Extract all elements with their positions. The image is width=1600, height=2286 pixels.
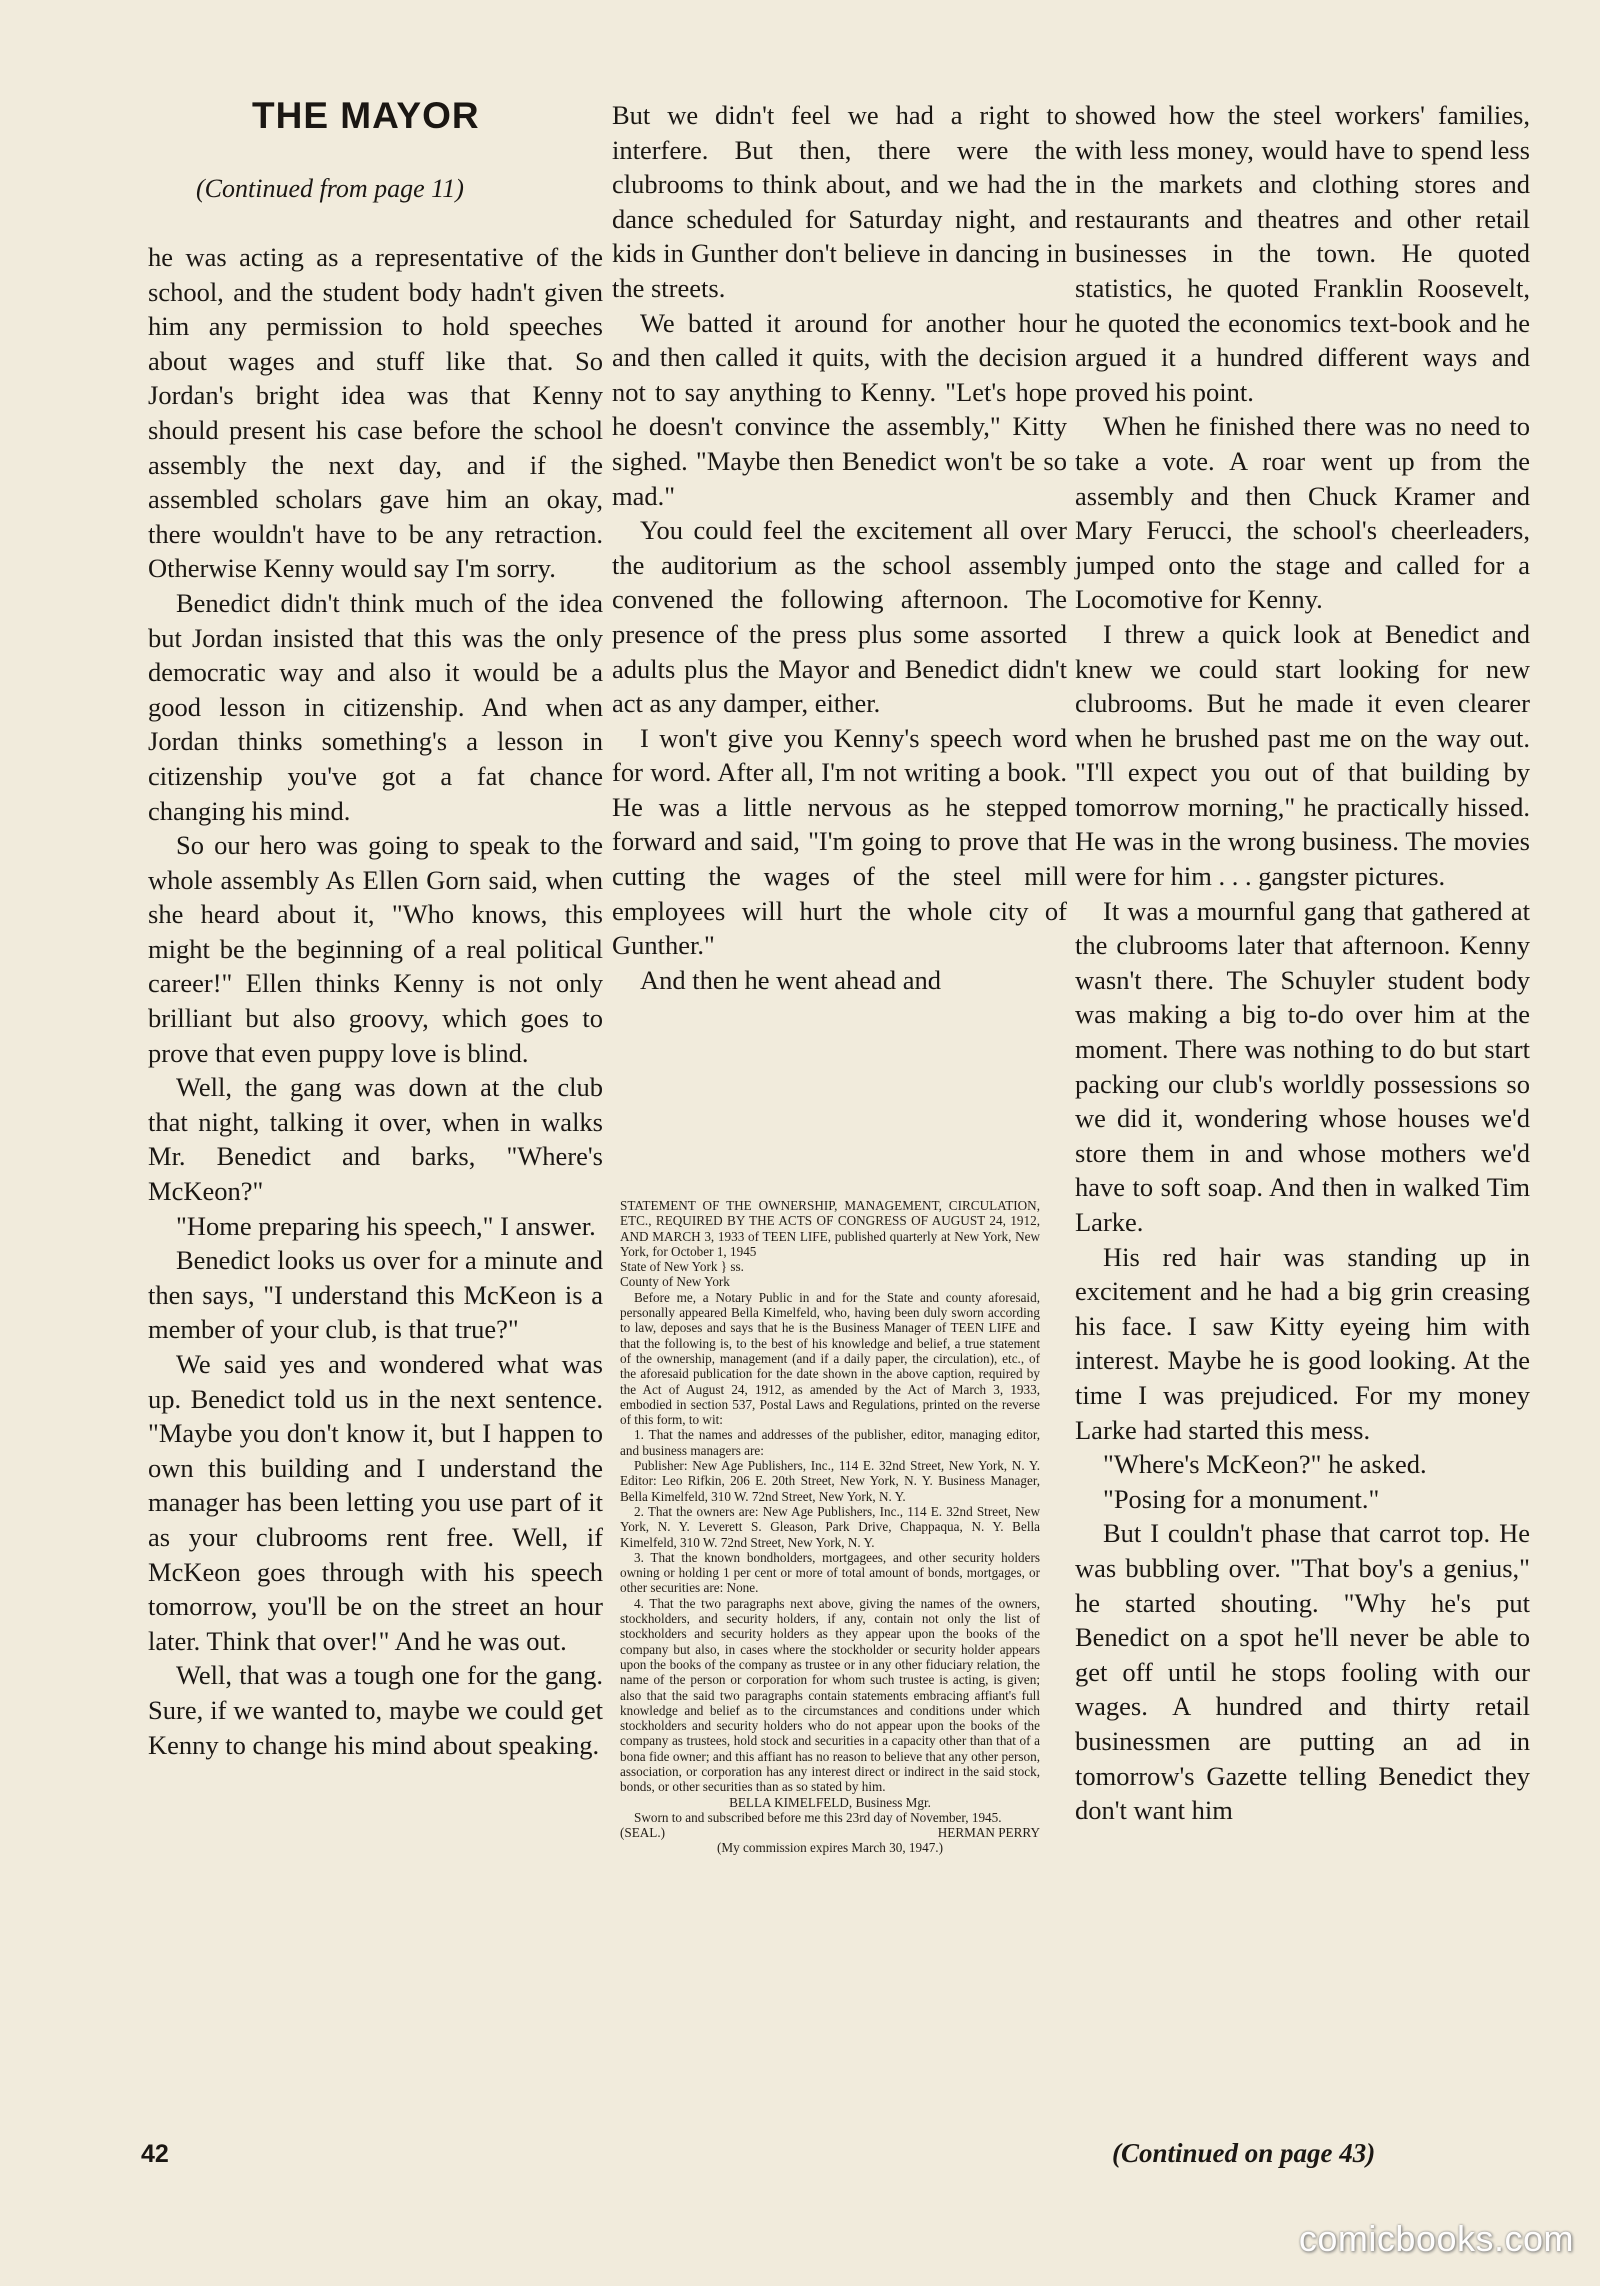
statement-commission: (My commission expires March 30, 1947.) [717,1840,943,1856]
statement-seal: (SEAL.) [620,1825,666,1841]
paragraph: Well, the gang was down at the club that night, talking it over, when in walks Mr. Benedict and barks, "Where's McKeon?" [148,1072,603,1207]
text-column-2 [612,98,1067,997]
continued-on-note: (Continued on page 43) [1112,2138,1376,2168]
paragraph: We said yes and wondered what was up. Benedict told us in the next sentence. "Maybe you don't know it, but I happen to own this building and I understand the manager has been letting you use part of it as your clubrooms rent free. Well, if McKeon goes through with his speech tomorrow, you'll be on the street an hour later. Think that over!" And he was out. [148,1349,603,1656]
text-column-1 [148,240,603,1762]
statement-item: 3. That the known bondholders, mortgagees, and other security holders owning or holding 1 per cent or more of total amount of bonds, mortgages, or other securities are: None. [620,1549,1040,1596]
paragraph: But we didn't feel we had a right to interfere. But then, there were the clubrooms to think about, and we had the dance scheduled for Saturday night, and kids in Gunther don't believe in dancing in the streets. [612,100,1067,303]
statement-venue-county: County of New York [620,1274,730,1290]
paragraph: showed how the steel workers' families, with less money, would have to spend less in the markets and clothing stores and restaurants and theatres and other retail businesses in the town. He quoted statistics, he quoted Franklin Roosevelt, he quoted the economics text-book and he argued it a hundred different ways and proved his point. [1075,100,1530,407]
paragraph: But I couldn't phase that carrot top. He was bubbling over. "That boy's a genius," he started shouting. "Why he's put Benedict on a spot he'll never be able to get off until he stops fooling with our wages. A hundred and thirty retail businessmen are putting an ad in tomorrow's Gazette telling Benedict they don't want him [1075,1518,1530,1826]
paragraph: "Where's McKeon?" he asked. [1103,1449,1427,1480]
paragraph: I won't give you Kenny's speech word for word. After all, I'm not writing a book. He was a little nervous as he stepped forward and said, "I'm going to prove that cutting the wages of the steel mill employees will hurt the whole city of Gunther." [612,722,1067,961]
paragraph: His red hair was standing up in excitement and he had a big grin creasing his face. I saw Kitty eyeing him with interest. Maybe he is good looking. At the time I was prejudiced. For my money Larke had started this mess. [1075,1241,1530,1445]
statement-signature: BELLA KIMELFELD, Business Mgr. [729,1794,931,1810]
statement-notary: HERMAN PERRY [937,1825,1040,1841]
statement-heading: STATEMENT OF THE OWNERSHIP, MANAGEMENT, CIRCULATION, ETC., REQUIRED BY THE ACTS OF CONGRESS OF AUGUST 24, 1912, AND MARCH 3, 1933 of TEEN LIFE, published quarterly at New York, New York, for October 1, 1945 [620,1198,1040,1259]
page-number: 42 [141,2140,169,2168]
paragraph: Well, that was a tough one for the gang. Sure, if we wanted to, maybe we could get Kenny to change his mind about speaking. [148,1660,603,1760]
statement-body: Before me, a Notary Public in and for the State and county aforesaid, personally appeared Bella Kimelfeld, who, having been duly sworn according to law, deposes and says that he is the Business Manager of TEEN LIFE and that the following is, to the best of his knowledge and belief, a true statement of the ownership, management (and if a daily paper, the circulation), etc., of the aforesaid publication for the date shown in the above caption, required by the Act of August 24, 1912, as amended by the Act of March 3, 1933, embodied in section 537, Postal Laws and Regulations, printed on the reverse of this form, to wit: [620,1289,1040,1428]
paragraph: So our hero was going to speak to the whole assembly As Ellen Gorn said, when she heard about it, "Who knows, this might be the beginning of a real political career!" Ellen thinks Kenny is not only brilliant but also groovy, which goes to prove that even puppy love is blind. [148,830,603,1068]
site-watermark: comicbooks.com [1298,2218,1574,2259]
statement-sworn: Sworn to and subscribed before me this 23rd day of November, 1945. [634,1809,1002,1825]
statement-item: 4. That the two paragraphs next above, giving the names of the owners, stockholders, and security holders, if any, contain not only the list of stockholders and security holders as they appear upon the books of the company but also, in cases where the stockholder or security holder appears upon the books of the company as trustee or in any other fiduciary relation, the name of the person or corporation for whom such trustee is acting, is given; also that the said two paragraphs contain statements embracing affiant's full knowledge and belief as to the circumstances and conditions under which stockholders and security holders who do not appear upon the books of the company as trustees, hold stock and securities in a capacity other than that of a bona fide owner; and this affiant has no reason to believe that any other person, association, or corporation has any interest direct or indirect in the said stock, bonds, or other securities than as so stated by him. [620,1595,1040,1795]
paragraph: When he finished there was no need to take a vote. A roar went up from the assembly and then Chuck Kramer and Mary Ferucci, the school's cheerleaders, jumped onto the stage and called for a Locomotive for Kenny. [1075,411,1530,615]
paragraph: Benedict looks us over for a minute and then says, "I understand this McKeon is a member of your club, is that true?" [148,1245,603,1345]
text-column-3 [1075,98,1530,1828]
ownership-statement [620,1198,1040,1856]
statement-item: 1. That the names and addresses of the publisher, editor, managing editor, and business managers are: [620,1427,1040,1458]
statement-venue-state: State of New York } ss. [620,1259,744,1275]
paragraph: And then he went ahead and [640,964,941,995]
story-title: THE MAYOR [252,95,480,136]
statement-item: Publisher: New Age Publishers, Inc., 114 E. 32nd Street, New York, N. Y. Editor: Leo Rifkin, 206 E. 20th Street, New York, N. Y. Business Manager, Bella Kimelfeld, 310 W. 72nd Street, New York, N. Y. [620,1458,1040,1504]
continued-from-note: (Continued from page 11) [196,174,464,203]
paragraph: We batted it around for another hour and then called it quits, with the decision not to say anything to Kenny. "Let's hope he doesn't convince the assembly," Kitty sighed. "Maybe then Benedict won't be so mad." [612,307,1067,511]
paragraph: "Posing for a monument." [1103,1483,1380,1514]
paragraph: he was acting as a representative of the school, and the student body hadn't given him any permission to hold speeches about wages and stuff like that. So Jordan's bright idea was that Kenny should present his case before the school assembly the next day, and if the assembled scholars gave him an okay, there wouldn't have to be any retraction. Otherwise Kenny would say I'm sorry. [148,242,603,584]
statement-item: 2. That the owners are: New Age Publishers, Inc., 114 E. 32nd Street, New York, N. Y. Leverett S. Gleason, Park Drive, Chappaqua, N. Y. Bella Kimelfeld, 310 W. 72nd Street, New York, N. Y. [620,1503,1040,1550]
statement-seal-line [620,1825,1040,1840]
paragraph: "Home preparing his speech," I answer. [176,1210,596,1241]
paragraph: You could feel the excitement all over the auditorium as the school assembly convened the following afternoon. The presence of the press plus some assorted adults plus the Mayor and Benedict didn't act as any damper, either. [612,515,1067,719]
paragraph: It was a mournful gang that gathered at the clubrooms later that afternoon. Kenny wasn't there. The Schuyler student body was making a big to-do over him at the moment. There was nothing to do but start packing our club's worldly possessions so we did it, wondering whose houses we'd store them in and whose mothers we'd have to soft soap. And then in walked Tim Larke. [1075,895,1530,1237]
paragraph: I threw a quick look at Benedict and knew we could start looking for new clubrooms. But he made it even clearer when he brushed past me on the way out. "I'll expect you out of that building by tomorrow morning," he practically hissed. He was in the wrong business. The movies were for him . . . gangster pictures. [1075,618,1530,892]
paragraph: Benedict didn't think much of the idea but Jordan insisted that this was the only democratic way and also it would be a good lesson in citizenship. And when Jordan thinks something's a lesson in citizenship you've got a fat chance changing his mind. [148,587,603,826]
